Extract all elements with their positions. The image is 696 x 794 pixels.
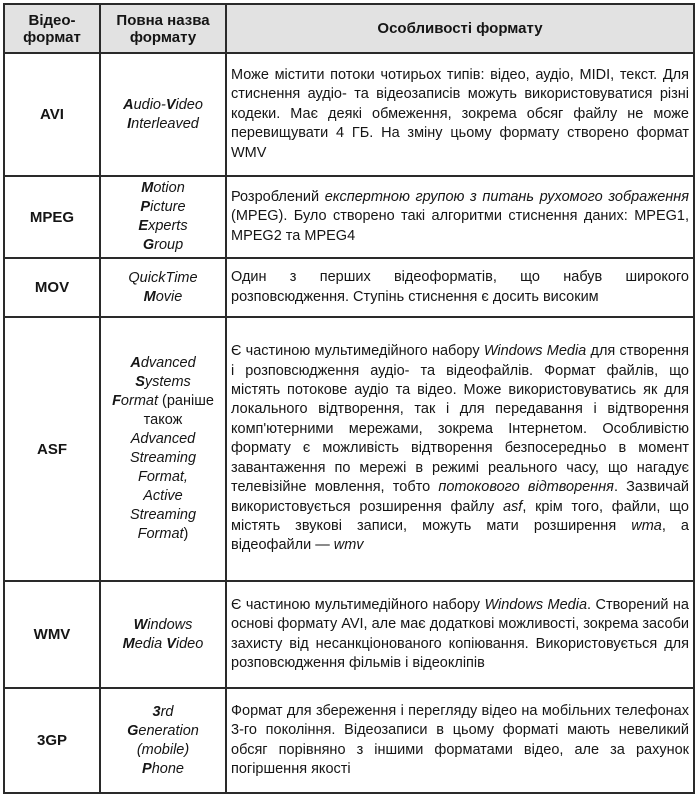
table-row <box>4 258 694 317</box>
full-name-part: P <box>140 199 151 215</box>
full-name-part: ideo <box>175 635 204 652</box>
full-name-part: Advanced Streaming Format, Active Streaming Format <box>129 431 197 542</box>
full-name-part: edia <box>134 635 167 652</box>
full-name-part: V <box>166 635 176 652</box>
full-name-part: xperts <box>148 218 188 234</box>
format-full-name <box>100 688 226 793</box>
description-part: wmv <box>333 537 364 554</box>
description-part: , а відеофайли — <box>231 517 689 554</box>
full-name-part: G <box>127 722 139 739</box>
description-part: Є частиною мультимедійного набору <box>231 343 484 360</box>
format-code: ASF <box>4 317 100 581</box>
full-name-part: otion <box>153 180 185 196</box>
format-description <box>226 688 694 793</box>
description-part: . Створений на основі формату AVI, але має додаткові можливості, зокрема засоби захисту від несанкціонованого копіювання. Використовується для розповсюдження фільмів і відеокліпів <box>231 596 689 671</box>
full-name-part: A <box>123 96 134 113</box>
format-description <box>226 581 694 688</box>
format-code: AVI <box>4 53 100 176</box>
format-code: 3GP <box>4 688 100 793</box>
format-description <box>226 53 694 176</box>
description-part: для створення і розповсюдження аудіо- та відеофайлів. Формат файлів, що містять потокове аудіо та відео. Може використовуватись як для локального відтворення, так і для передавання і відтворення комп'ютерними мережами, зокрема Інтернетом. Особливістю формату є можливість відтворення безпосередньо в момент завантаження по мережі в режимі реального часу, що нагадує телевізійне мовлення, тобто <box>231 343 689 496</box>
header-full-name: Повна назва формату <box>100 4 226 53</box>
full-name-part: nterleaved <box>131 115 199 132</box>
format-description <box>226 176 694 258</box>
description-part: , крім того, файли, що містять звукові записи, можуть мати розширення <box>231 498 689 534</box>
description-part: (MPEG). Було створено такі алгоритми стиснення даних: MPEG1, MPEG2 та MPEG4 <box>231 208 689 244</box>
table-row <box>4 581 694 688</box>
description-part: потокового відтворення <box>438 479 614 496</box>
format-code: MOV <box>4 258 100 317</box>
full-name-part: roup <box>154 237 184 253</box>
format-full-name <box>100 317 226 581</box>
format-description <box>226 317 694 581</box>
format-full-name <box>100 258 226 317</box>
table-row <box>4 176 694 258</box>
full-name-part: dvanced <box>140 355 196 371</box>
format-full-name <box>100 176 226 258</box>
full-name-part: I <box>127 115 132 132</box>
full-name-part: udio- <box>133 96 166 113</box>
format-full-name <box>100 581 226 688</box>
full-name-part: V <box>165 96 176 113</box>
full-name-part: A <box>130 355 141 371</box>
header-row <box>4 4 694 53</box>
table-row <box>4 53 694 176</box>
full-name-part: rd <box>160 703 174 720</box>
description-part: Формат для збереження і перегляду відео на мобільних телефонах 3-го покоління. Відеозаписи в цьому форматі мають невеликий обсяг порівняно з іншими форматами відео, але за рахунок погіршення якості <box>231 702 689 777</box>
description-part: Є частиною мультимедійного набору <box>231 596 485 613</box>
description-part: Може містити потоки чотирьох типів: відео, аудіо, MIDI, текст. Для стиснення аудіо- та відеозаписів можуть використовуватися різні кодеки. Має деякі обмеження, зокрема обсяг файлу не може перевищувати 4 ГБ. На зміну цьому формату створено формат WMV <box>231 66 689 161</box>
full-name-part: (раніше також <box>143 393 214 428</box>
full-name-part: G <box>142 237 155 253</box>
full-name-part: QuickTime <box>128 269 198 286</box>
full-name-part: M <box>143 288 156 305</box>
description-part: . Зазвичай використовується розширення файлу <box>231 479 690 515</box>
full-name-part: 3 <box>152 703 161 720</box>
header-features: Особливості формату <box>226 4 694 53</box>
description-part: asf <box>502 498 523 515</box>
full-name-part: indows <box>147 616 193 633</box>
full-name-part: icture <box>150 199 186 215</box>
description-part: Розроблений <box>231 188 325 205</box>
full-name-part: ystems <box>144 374 191 390</box>
description-part: експертною групою з питань рухомого зображення <box>324 188 689 205</box>
description-part: Один з перших відеоформатів, що набув широкого розповсюдження. Ступінь стиснення є досить високим <box>231 269 689 305</box>
full-name-part: S <box>135 374 145 390</box>
description-part: Windows Media <box>483 343 587 360</box>
video-formats-table <box>3 3 695 794</box>
header-format: Відео-формат <box>4 4 100 53</box>
full-name-part: ideo <box>175 96 203 113</box>
full-name-part: M <box>141 180 154 196</box>
full-name-part: hone <box>151 760 184 777</box>
full-name-part: W <box>133 616 148 633</box>
format-code: MPEG <box>4 176 100 258</box>
format-code: WMV <box>4 581 100 688</box>
format-full-name <box>100 53 226 176</box>
full-name-part: F <box>112 393 121 409</box>
full-name-part: eneration (mobile) <box>136 722 199 758</box>
table-row <box>4 688 694 793</box>
full-name-part: M <box>122 635 135 652</box>
table-row <box>4 317 694 581</box>
full-name-part: ) <box>183 526 189 542</box>
description-part: wma <box>631 517 662 534</box>
full-name-part: ormat <box>120 393 158 409</box>
full-name-part: E <box>138 218 149 234</box>
full-name-part: ovie <box>155 288 183 305</box>
format-description <box>226 258 694 317</box>
full-name-part: P <box>142 760 152 777</box>
description-part: Windows Media <box>484 596 588 613</box>
